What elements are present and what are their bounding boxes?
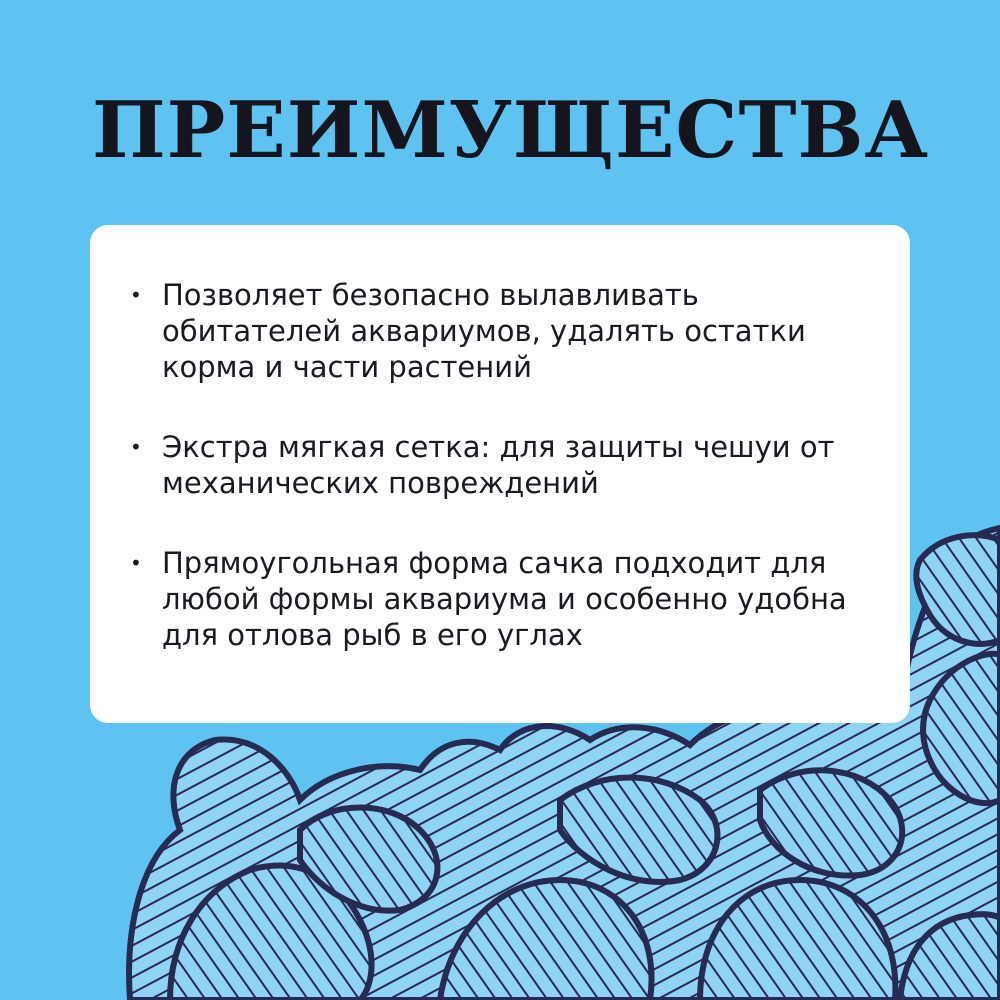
bullet-icon: • (130, 435, 142, 459)
page-title: ПРЕИМУЩЕСТВА (92, 85, 929, 176)
benefit-item-1 (130, 277, 870, 385)
benefit-text: Прямоугольная форма сачка подходит для любой формы аквариума и особенно удобна для отлова рыб в его углах (162, 546, 847, 652)
bullet-icon: • (130, 551, 142, 575)
bullet-icon: • (130, 283, 142, 307)
benefit-text: Экстра мягкая сетка: для защиты чешуи от механических повреждений (162, 430, 835, 500)
benefit-item-2 (130, 429, 870, 501)
benefit-text: Позволяет безопасно вылавливать обитателей аквариумов, удалять остатки корма и части растений (162, 278, 806, 384)
benefits-card (90, 225, 910, 723)
benefit-item-3 (130, 545, 870, 653)
benefits-list (130, 277, 870, 653)
